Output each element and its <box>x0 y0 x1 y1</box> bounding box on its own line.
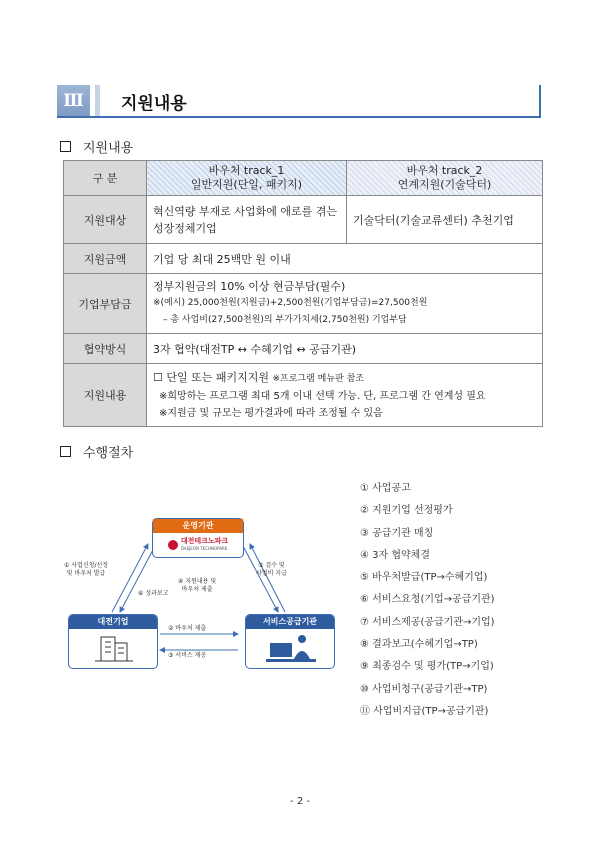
table-row <box>64 196 543 244</box>
contribution-cell <box>147 274 543 334</box>
list-item: ⑤ 바우처발급(TP→수혜기업) <box>360 572 488 584</box>
list-item: ⑧ 결과보고(수혜기업→TP) <box>360 639 478 651</box>
content-line3: ※지원금 및 규모는 평가결과에 따라 조정될 수 있음 <box>159 407 383 419</box>
table-row <box>64 364 543 427</box>
section-header <box>57 85 541 118</box>
operator-box <box>152 518 244 558</box>
table-row <box>64 244 543 274</box>
contribution-example: ※(예시) 25,000천원(지원금)+2,500천원(기업부담금)=27,500천원 <box>153 298 428 308</box>
label-apply-text: ① 사업신청/선정 및 바우처 발급 <box>64 562 109 577</box>
company-title: 대전기업 <box>69 615 157 629</box>
header-track1 <box>147 161 347 196</box>
provider-title: 서비스공급기관 <box>246 615 334 629</box>
list-item: ⑩ 사업비청구(공급기관→TP) <box>360 683 488 695</box>
content-cell <box>147 364 543 427</box>
subheading-procedure <box>60 442 133 461</box>
subheading-support-label: 지원내용 <box>83 141 134 156</box>
operator-title: 운영기관 <box>153 519 243 533</box>
target-track2: 기술닥터(기술교류센터) 추천기업 <box>347 196 543 244</box>
building-icon <box>69 629 159 667</box>
label-service-provide: ③ 서비스 제공 <box>168 652 207 659</box>
row-label: 협약방식 <box>64 334 147 364</box>
header-track1-subtitle: 일반지원(단일, 패키지) <box>190 178 303 191</box>
technopark-logo-subtext: DAEJEON TECHNOPARK <box>180 546 228 551</box>
header-track2-title: 바우처 track_2 <box>406 164 483 177</box>
list-item: ③ 공급기관 매칭 <box>360 527 434 539</box>
label-result-report: ⑥ 성과보고 <box>138 590 169 597</box>
label-apply <box>64 562 108 578</box>
technopark-logo <box>153 533 243 557</box>
square-bullet-icon <box>60 141 71 152</box>
row-label: 지원대상 <box>64 196 147 244</box>
subheading-support <box>60 137 133 156</box>
procedure-diagram <box>60 512 340 677</box>
content-line2: ※희망하는 프로그램 최대 5개 이내 선택 가능. 단, 프로그램 간 연계성 필요 <box>159 390 486 402</box>
header-category <box>64 161 147 196</box>
header-category-label: 구 분 <box>92 172 118 185</box>
square-bullet-icon <box>60 446 71 457</box>
list-item: ① 사업공고 <box>360 483 411 494</box>
list-item: ⑪ 사업비지급(TP→공급기관) <box>360 705 489 717</box>
technopark-logo-icon <box>168 540 178 550</box>
technopark-logo-text: 대전테크노파크 <box>180 537 229 545</box>
section-accent-bar <box>95 85 100 116</box>
contribution-vat: – 총 사업비(27,500천원)의 부가가치세(2,750천원) 기업부담 <box>163 315 407 325</box>
amount-value: 기업 당 최대 25백만 원 이내 <box>147 244 543 274</box>
list-item: ② 지원기업 선정평가 <box>360 505 453 517</box>
arrow-inspect-pay <box>243 546 278 612</box>
row-label: 지원내용 <box>64 364 147 427</box>
content-line1 <box>153 369 536 388</box>
label-submit-content: ④ 지원내용 및 바우처 제출 <box>178 578 217 593</box>
service-provider-icon <box>246 629 336 667</box>
table-header-row <box>64 161 543 196</box>
arrow-apply <box>112 544 148 612</box>
header-track1-title: 바우처 track_1 <box>208 164 285 177</box>
section-title: 지원내용 <box>121 94 187 114</box>
row-label: 지원금액 <box>64 244 147 274</box>
target-track1: 혁신역량 부재로 사업화에 애로를 겪는 성장정체기업 <box>147 196 347 244</box>
header-track2 <box>347 161 543 196</box>
table-row <box>64 334 543 364</box>
section-number: Ⅲ <box>57 85 95 116</box>
label-voucher-submit: ② 바우처 제출 <box>168 625 207 632</box>
table-row <box>64 274 543 334</box>
list-item: ⑨ 최종검수 및 평가(TP→기업) <box>360 661 494 673</box>
list-item: ⑥ 서비스요청(기업→공급기관) <box>360 594 495 606</box>
content-main: ☐ 단일 또는 패키지지원 <box>153 370 269 384</box>
support-table <box>63 160 543 427</box>
row-label: 기업부담금 <box>64 274 147 334</box>
subheading-procedure-label: 수행절차 <box>83 446 134 461</box>
label-inspect-pay: ⑤ 검수 및 사업비 지급 <box>256 562 287 577</box>
provider-box <box>245 614 335 669</box>
list-item: ⑦ 서비스제공(공급기관→기업) <box>360 616 495 628</box>
arrow-submit-voucher-content <box>250 544 285 612</box>
contribution-main: 정부지원금의 10% 이상 현금부담(필수) <box>153 280 346 293</box>
company-box <box>68 614 158 669</box>
agreement-value: 3자 협약(대전TP ↔ 수혜기업 ↔ 공급기관) <box>147 334 543 364</box>
page-number: - 2 - <box>290 796 310 807</box>
header-track2-subtitle: 연계지원(기술닥터) <box>397 178 492 191</box>
content-note: ※프로그램 메뉴판 참조 <box>272 373 364 384</box>
list-item: ④ 3자 협약체결 <box>360 549 430 561</box>
procedure-steps <box>360 482 495 727</box>
arrow-result-report <box>120 546 155 612</box>
